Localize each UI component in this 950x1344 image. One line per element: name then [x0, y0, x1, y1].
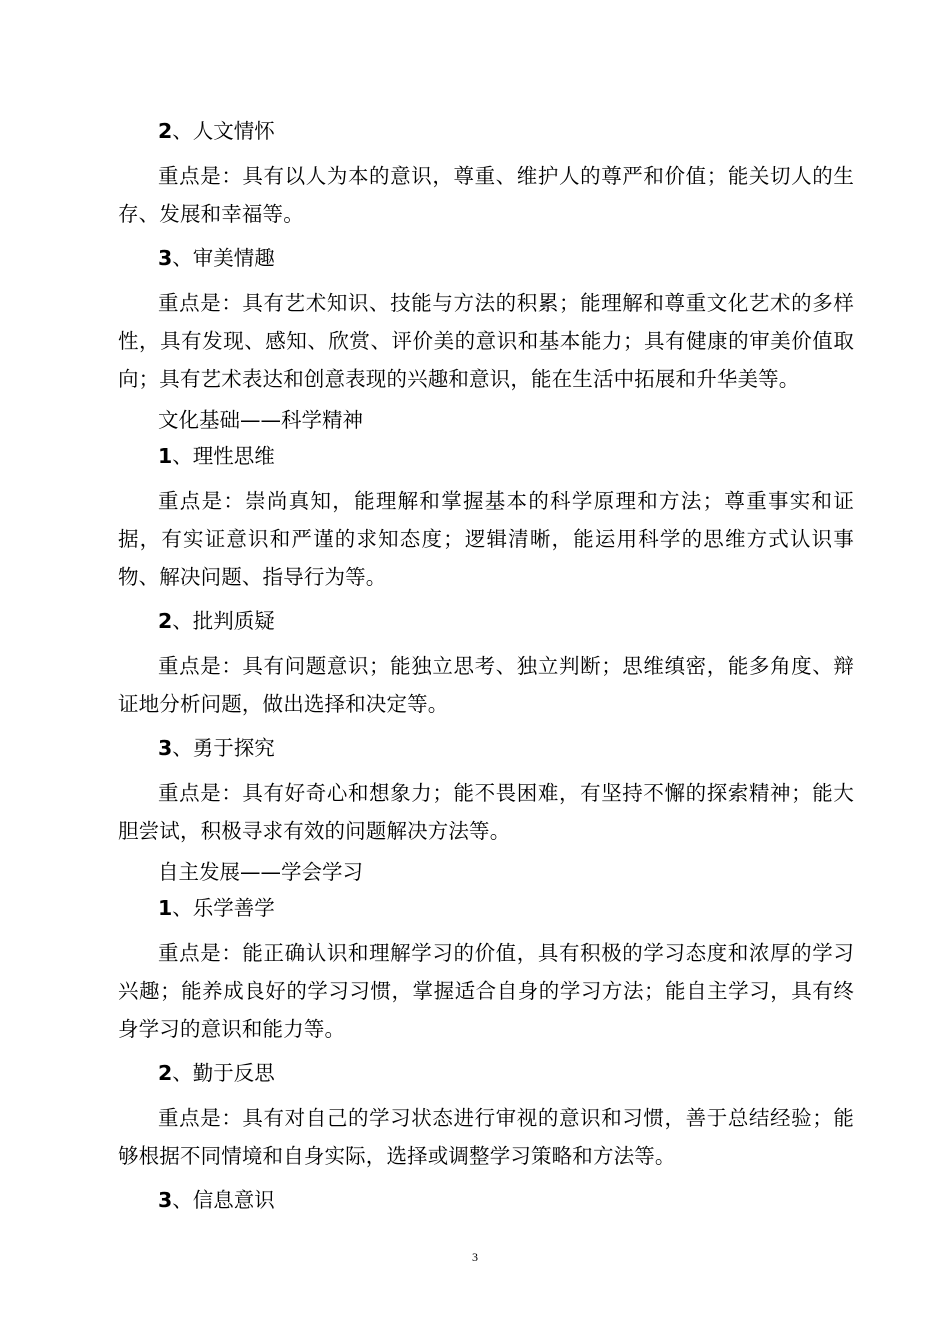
heading-title: 、勇于探究: [172, 736, 275, 760]
heading-title: 、乐学善学: [172, 896, 275, 920]
heading-aesthetic-taste: [118, 239, 854, 277]
paragraph-humanistic-feelings: 重点是：具有以人为本的意识，尊重、维护人的尊严和价值；能关切人的生存、发展和幸福等。: [118, 164, 854, 226]
heading-number: 2: [158, 119, 173, 143]
heading-courage-to-explore: [118, 729, 854, 767]
heading-title: 、勤于反思: [172, 1061, 275, 1085]
heading-title: 、审美情趣: [172, 246, 275, 270]
heading-information-awareness: [118, 1181, 854, 1219]
heading-number: 3: [158, 736, 173, 760]
heading-number: 3: [158, 246, 173, 270]
heading-critical-questioning: [118, 602, 854, 640]
heading-title: 、信息意识: [172, 1188, 275, 1212]
paragraph-aesthetic-taste: 重点是：具有艺术知识、技能与方法的积累；能理解和尊重文化艺术的多样性，具有发现、感知、欣赏、评价美的意识和基本能力；具有健康的审美价值取向；具有艺术表达和创意表现的兴趣和意识，能在生活中拓展和升华美等。: [118, 291, 854, 391]
paragraph-critical-questioning: 重点是：具有问题意识；能独立思考、独立判断；思维缜密，能多角度、辩证地分析问题，做出选择和决定等。: [118, 654, 854, 716]
heading-humanistic-feelings: [118, 112, 854, 150]
heading-enjoy-learning: [118, 889, 854, 927]
section-title-scientific-spirit: 文化基础——科学精神: [158, 408, 363, 432]
page-content: [118, 112, 854, 1226]
heading-rational-thinking: [118, 437, 854, 475]
heading-number: 1: [158, 896, 173, 920]
heading-title: 、人文情怀: [172, 119, 275, 143]
heading-number: 1: [158, 444, 173, 468]
heading-number: 3: [158, 1188, 173, 1212]
page-number: 3: [472, 1250, 478, 1264]
paragraph-rational-thinking: 重点是：崇尚真知，能理解和掌握基本的科学原理和方法；尊重事实和证据，有实证意识和严谨的求知态度；逻辑清晰，能运用科学的思维方式认识事物、解决问题、指导行为等。: [118, 489, 854, 589]
section-title-learning-to-learn: 自主发展——学会学习: [158, 860, 363, 884]
heading-number: 2: [158, 609, 173, 633]
paragraph-reflection: 重点是：具有对自己的学习状态进行审视的意识和习惯，善于总结经验；能够根据不同情境和自身实际，选择或调整学习策略和方法等。: [118, 1106, 854, 1168]
heading-title: 、理性思维: [172, 444, 275, 468]
paragraph-courage-to-explore: 重点是：具有好奇心和想象力；能不畏困难，有坚持不懈的探索精神；能大胆尝试，积极寻求有效的问题解决方法等。: [118, 781, 854, 843]
heading-number: 2: [158, 1061, 173, 1085]
paragraph-enjoy-learning: 重点是：能正确认识和理解学习的价值，具有积极的学习态度和浓厚的学习兴趣；能养成良好的学习习惯，掌握适合自身的学习方法；能自主学习，具有终身学习的意识和能力等。: [118, 941, 854, 1041]
heading-reflection: [118, 1054, 854, 1092]
heading-title: 、批判质疑: [172, 609, 275, 633]
